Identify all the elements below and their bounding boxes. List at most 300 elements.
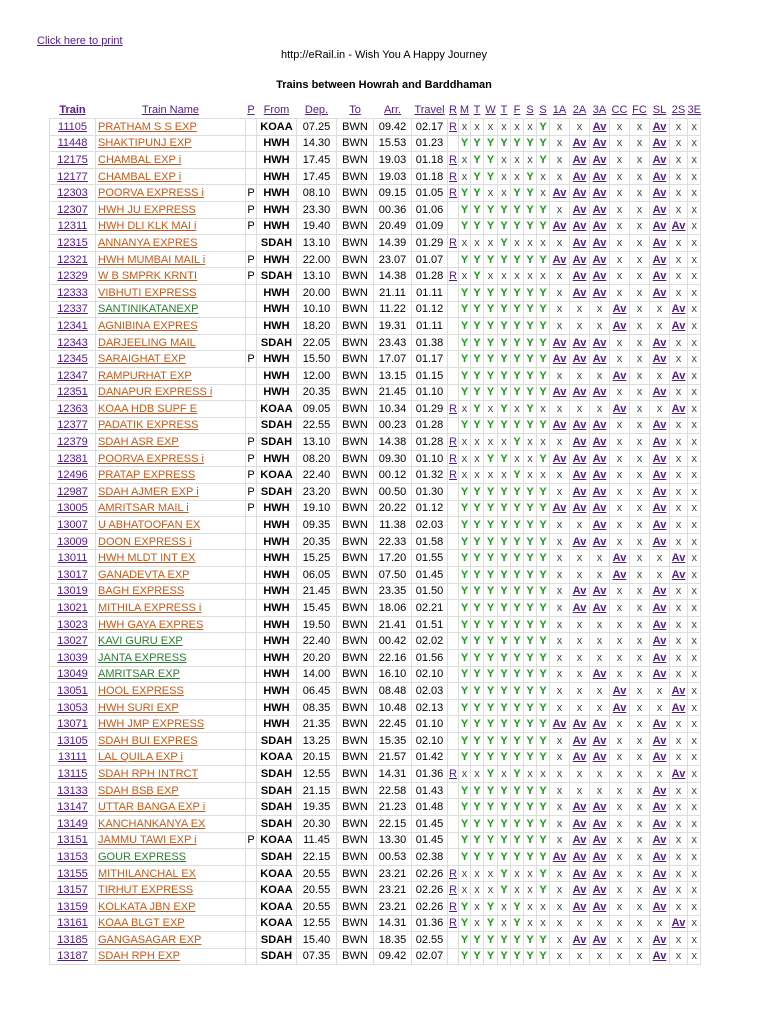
train-name-link[interactable]: VIBHUTI EXPRESS [96, 284, 246, 301]
class-availability-cell[interactable]: Av [570, 732, 590, 749]
train-number-link[interactable]: 12379 [50, 434, 96, 451]
reservation-cell[interactable]: R [448, 898, 459, 915]
train-number-link[interactable]: 13053 [50, 699, 96, 716]
class-availability-cell[interactable]: Av [590, 799, 610, 816]
column-header-20[interactable]: FC [632, 104, 647, 116]
class-availability-cell: x [670, 168, 688, 185]
class-availability-cell: x [688, 467, 701, 484]
train-number-link[interactable]: 13071 [50, 716, 96, 733]
class-availability-cell[interactable]: Av [650, 218, 670, 235]
class-availability-cell[interactable]: Av [670, 683, 688, 700]
class-availability-cell[interactable]: Av [550, 351, 570, 368]
class-availability-cell[interactable]: Av [650, 168, 670, 185]
train-name-link[interactable]: KOAA BLGT EXP [96, 915, 246, 932]
column-header-13[interactable]: F [513, 104, 521, 116]
class-availability-cell[interactable]: Av [670, 699, 688, 716]
departure-cell: 20.15 [297, 749, 337, 766]
class-availability-cell[interactable]: Av [570, 815, 590, 832]
class-availability-cell[interactable]: Av [590, 384, 610, 401]
class-availability-cell[interactable]: Av [590, 434, 610, 451]
day-cell: Y [459, 948, 471, 965]
class-availability-cell[interactable]: Av [570, 417, 590, 434]
train-number-link[interactable]: 13027 [50, 633, 96, 650]
class-availability-cell[interactable]: Av [570, 749, 590, 766]
column-header-22[interactable]: 2S [671, 104, 686, 116]
class-availability-cell: x [670, 467, 688, 484]
class-availability-cell[interactable]: Av [570, 218, 590, 235]
column-header-1[interactable]: Train Name [141, 104, 200, 116]
train-name-link[interactable]: SDAH RPH EXP [96, 948, 246, 965]
train-name-link[interactable]: ANNANYA EXPRES [96, 235, 246, 252]
train-name-link[interactable]: DANAPUR EXPRESS i [96, 384, 246, 401]
class-availability-cell[interactable]: Av [610, 367, 630, 384]
train-number-link[interactable]: 12341 [50, 318, 96, 335]
class-availability-cell: x [610, 782, 630, 799]
class-availability-cell[interactable]: Av [590, 865, 610, 882]
train-number-link[interactable]: 13157 [50, 882, 96, 899]
class-availability-cell[interactable]: Av [650, 716, 670, 733]
class-availability-cell[interactable]: Av [570, 716, 590, 733]
to-station-cell: BWN [337, 948, 374, 965]
train-number-link[interactable]: 13039 [50, 650, 96, 667]
class-availability-cell[interactable]: Av [590, 600, 610, 617]
class-availability-cell: x [670, 119, 688, 136]
travel-time-cell: 01.10 [412, 450, 448, 467]
class-availability-cell[interactable]: Av [590, 235, 610, 252]
class-availability-cell[interactable]: Av [650, 251, 670, 268]
class-availability-cell[interactable]: Av [570, 450, 590, 467]
column-header-0[interactable]: Train [59, 104, 86, 116]
train-number-link[interactable]: 12351 [50, 384, 96, 401]
train-number-link[interactable]: 13019 [50, 583, 96, 600]
class-availability-cell[interactable]: Av [570, 932, 590, 949]
class-availability-cell[interactable]: Av [670, 915, 688, 932]
train-name-link[interactable]: HWH MUMBAI MAIL i [96, 251, 246, 268]
reservation-cell[interactable]: R [448, 119, 459, 136]
column-header-17[interactable]: 2A [572, 104, 587, 116]
train-name-link[interactable]: RAMPURHAT EXP [96, 367, 246, 384]
class-availability-cell[interactable]: Av [590, 218, 610, 235]
class-availability-cell[interactable]: Av [650, 666, 670, 683]
class-availability-cell[interactable]: Av [570, 185, 590, 202]
train-number-link[interactable]: 12321 [50, 251, 96, 268]
class-availability-cell[interactable]: Av [550, 334, 570, 351]
train-name-link[interactable]: SDAH RPH INTRCT [96, 766, 246, 783]
class-availability-cell[interactable]: Av [670, 367, 688, 384]
class-availability-cell[interactable]: Av [590, 849, 610, 866]
class-availability-cell[interactable]: Av [670, 550, 688, 567]
train-name-link[interactable]: PRATAP EXPRESS [96, 467, 246, 484]
train-name-link[interactable]: U ABHATOOFAN EX [96, 517, 246, 534]
class-availability-cell[interactable]: Av [610, 567, 630, 584]
train-name-link[interactable]: HOOL EXPRESS [96, 683, 246, 700]
class-availability-cell[interactable]: Av [670, 401, 688, 418]
train-number-link[interactable]: 13111 [50, 749, 96, 766]
class-availability-cell[interactable]: Av [590, 716, 610, 733]
class-availability-cell[interactable]: Av [590, 334, 610, 351]
train-number-link[interactable]: 12329 [50, 268, 96, 285]
train-number-link[interactable]: 13007 [50, 517, 96, 534]
train-number-link[interactable]: 12377 [50, 417, 96, 434]
class-availability-cell[interactable]: Av [590, 467, 610, 484]
train-number-link[interactable]: 13133 [50, 782, 96, 799]
class-availability-cell[interactable]: Av [590, 484, 610, 501]
train-name-link[interactable]: CHAMBAL EXP i [96, 152, 246, 169]
train-number-link[interactable]: 12303 [50, 185, 96, 202]
train-number-link[interactable]: 12987 [50, 484, 96, 501]
train-number-link[interactable]: 13159 [50, 898, 96, 915]
class-availability-cell[interactable]: Av [650, 782, 670, 799]
class-availability-cell[interactable]: Av [650, 732, 670, 749]
train-number-link[interactable]: 13005 [50, 500, 96, 517]
train-number-link[interactable]: 13185 [50, 932, 96, 949]
train-name-link[interactable]: SDAH BUI EXPRES [96, 732, 246, 749]
train-name-link[interactable]: SDAH BSB EXP [96, 782, 246, 799]
train-name-link[interactable]: SHAKTIPUNJ EXP [96, 135, 246, 152]
train-name-link[interactable]: DOON EXPRESS i [96, 533, 246, 550]
class-availability-cell[interactable]: Av [570, 284, 590, 301]
class-availability-cell[interactable]: Av [570, 201, 590, 218]
train-name-link[interactable]: KOLKATA JBN EXP [96, 898, 246, 915]
train-number-link[interactable]: 13049 [50, 666, 96, 683]
column-header-19[interactable]: CC [611, 104, 628, 116]
class-availability-cell[interactable]: Av [590, 152, 610, 169]
reservation-cell[interactable]: R [448, 434, 459, 451]
class-availability-cell[interactable]: Av [590, 932, 610, 949]
class-availability-cell[interactable]: Av [590, 168, 610, 185]
class-availability-cell[interactable]: Av [650, 284, 670, 301]
class-availability-cell[interactable]: Av [650, 948, 670, 965]
train-number-link[interactable]: 12337 [50, 301, 96, 318]
train-number-link[interactable]: 13017 [50, 567, 96, 584]
class-availability-cell[interactable]: Av [650, 799, 670, 816]
class-availability-cell[interactable]: Av [550, 500, 570, 517]
train-number-link[interactable]: 12311 [50, 218, 96, 235]
to-station-cell: BWN [337, 683, 374, 700]
class-availability-cell[interactable]: Av [590, 832, 610, 849]
reservation-cell[interactable]: R [448, 882, 459, 899]
train-number-link[interactable]: 12347 [50, 367, 96, 384]
class-availability-cell[interactable]: Av [570, 799, 590, 816]
class-availability-cell[interactable]: Av [590, 517, 610, 534]
class-availability-cell[interactable]: Av [610, 301, 630, 318]
class-availability-cell[interactable]: Av [650, 882, 670, 899]
train-number-link[interactable]: 13155 [50, 865, 96, 882]
class-availability-cell[interactable]: Av [670, 766, 688, 783]
class-availability-cell[interactable]: Av [650, 235, 670, 252]
column-header-10[interactable]: T [473, 104, 481, 116]
train-number-link[interactable]: 12307 [50, 201, 96, 218]
class-availability-cell[interactable]: Av [550, 716, 570, 733]
train-name-link[interactable]: CHAMBAL EXP i [96, 168, 246, 185]
train-name-link[interactable]: POORVA EXPRESS i [96, 185, 246, 202]
class-availability-cell[interactable]: Av [650, 185, 670, 202]
train-number-link[interactable]: 13023 [50, 616, 96, 633]
class-availability-cell[interactable]: Av [590, 815, 610, 832]
class-availability-cell: x [610, 334, 630, 351]
train-number-link[interactable]: 13011 [50, 550, 96, 567]
reservation-cell[interactable]: R [448, 268, 459, 285]
to-station-cell: BWN [337, 732, 374, 749]
train-name-link[interactable]: KOAA HDB SUPF E [96, 401, 246, 418]
class-availability-cell[interactable]: Av [650, 434, 670, 451]
class-availability-cell[interactable]: Av [550, 450, 570, 467]
class-availability-cell[interactable]: Av [650, 815, 670, 832]
class-availability-cell[interactable]: Av [590, 185, 610, 202]
train-name-link[interactable]: AMRITSAR MAIL i [96, 500, 246, 517]
train-number-link[interactable]: 13051 [50, 683, 96, 700]
class-availability-cell[interactable]: Av [550, 185, 570, 202]
train-name-link[interactable]: AMRITSAR EXP [96, 666, 246, 683]
class-availability-cell[interactable]: Av [590, 450, 610, 467]
class-availability-cell[interactable]: Av [650, 467, 670, 484]
class-availability-cell[interactable]: Av [650, 832, 670, 849]
column-header-23[interactable]: 3E [687, 104, 701, 116]
class-availability-cell[interactable]: Av [650, 500, 670, 517]
class-availability-cell[interactable]: Av [670, 218, 688, 235]
class-availability-cell[interactable]: Av [550, 384, 570, 401]
class-availability-cell[interactable]: Av [650, 517, 670, 534]
train-name-link[interactable]: DARJEELING MAIL [96, 334, 246, 351]
class-availability-cell[interactable]: Av [570, 583, 590, 600]
class-availability-cell[interactable]: Av [570, 384, 590, 401]
train-name-link[interactable]: JANTA EXPRESS [96, 650, 246, 667]
reservation-cell[interactable]: R [448, 915, 459, 932]
class-availability-cell[interactable]: Av [650, 616, 670, 633]
train-number-link[interactable]: 11105 [50, 119, 96, 136]
train-name-link[interactable]: AGNIBINA EXPRES [96, 318, 246, 335]
column-header-4[interactable]: Dep. [304, 104, 329, 116]
class-availability-cell[interactable]: Av [610, 699, 630, 716]
class-availability-cell[interactable]: Av [570, 500, 590, 517]
class-availability-cell[interactable]: Av [650, 384, 670, 401]
train-name-link[interactable]: GOUR EXPRESS [96, 849, 246, 866]
class-availability-cell[interactable]: Av [650, 533, 670, 550]
column-header-3[interactable]: From [263, 104, 290, 116]
class-availability-cell[interactable]: Av [570, 168, 590, 185]
train-number-link[interactable]: 12175 [50, 152, 96, 169]
class-availability-cell[interactable]: Av [650, 932, 670, 949]
class-availability-cell[interactable]: Av [570, 351, 590, 368]
train-number-link[interactable]: 12363 [50, 401, 96, 418]
class-availability-cell[interactable]: Av [570, 533, 590, 550]
train-name-link[interactable]: HWH GAYA EXPRES [96, 616, 246, 633]
column-header-15[interactable]: S [539, 104, 547, 116]
class-availability-cell[interactable]: Av [670, 318, 688, 335]
class-availability-cell[interactable]: Av [590, 135, 610, 152]
train-number-link[interactable]: 13009 [50, 533, 96, 550]
column-header-7[interactable]: Travel [414, 104, 445, 116]
class-availability-cell[interactable]: Av [650, 334, 670, 351]
class-availability-cell[interactable]: Av [650, 484, 670, 501]
column-header-11[interactable]: W [485, 104, 496, 116]
class-availability-cell[interactable]: Av [590, 351, 610, 368]
class-availability-cell[interactable]: Av [610, 550, 630, 567]
train-name-link[interactable]: HWH JU EXPRESS [96, 201, 246, 218]
train-name-link[interactable]: W B SMPRK KRNTI [96, 268, 246, 285]
reservation-cell[interactable]: R [448, 401, 459, 418]
class-availability-cell: x [590, 650, 610, 667]
class-availability-cell[interactable]: Av [650, 201, 670, 218]
class-availability-cell[interactable]: Av [550, 218, 570, 235]
column-header-2[interactable]: P [247, 104, 255, 116]
class-availability-cell[interactable]: Av [650, 417, 670, 434]
train-name-link[interactable]: PRATHAM S S EXP [96, 119, 246, 136]
train-name-link[interactable]: KANCHANKANYA EX [96, 815, 246, 832]
reservation-cell[interactable]: R [448, 450, 459, 467]
class-availability-cell[interactable]: Av [570, 434, 590, 451]
train-name-link[interactable]: SDAH ASR EXP [96, 434, 246, 451]
train-number-link[interactable]: 13149 [50, 815, 96, 832]
class-availability-cell[interactable]: Av [650, 152, 670, 169]
train-number-link[interactable]: 12333 [50, 284, 96, 301]
class-availability-cell[interactable]: Av [650, 600, 670, 617]
reservation-cell[interactable]: R [448, 467, 459, 484]
train-name-link[interactable]: GANGASAGAR EXP [96, 932, 246, 949]
train-number-link[interactable]: 13021 [50, 600, 96, 617]
class-availability-cell[interactable]: Av [670, 301, 688, 318]
pantry-cell [246, 732, 257, 749]
class-availability-cell[interactable]: Av [650, 135, 670, 152]
class-availability-cell[interactable]: Av [590, 201, 610, 218]
column-header-9[interactable]: M [459, 104, 470, 116]
column-header-18[interactable]: 3A [592, 104, 607, 116]
train-name-link[interactable]: MITHILANCHAL EX [96, 865, 246, 882]
class-availability-cell[interactable]: Av [650, 650, 670, 667]
class-availability-cell[interactable]: Av [590, 251, 610, 268]
reservation-cell[interactable]: R [448, 235, 459, 252]
column-header-8[interactable]: R [449, 104, 457, 116]
class-availability-cell[interactable]: Av [570, 600, 590, 617]
class-availability-cell[interactable]: Av [650, 583, 670, 600]
class-availability-cell[interactable]: Av [570, 832, 590, 849]
train-name-link[interactable]: HWH DLI KLK MAI i [96, 218, 246, 235]
train-number-link[interactable]: 13187 [50, 948, 96, 965]
class-availability-cell[interactable]: Av [570, 268, 590, 285]
class-availability-cell[interactable]: Av [650, 749, 670, 766]
column-header-16[interactable]: 1A [552, 104, 567, 116]
class-availability-cell[interactable]: Av [570, 882, 590, 899]
reservation-cell[interactable]: R [448, 168, 459, 185]
class-availability-cell[interactable]: Av [670, 567, 688, 584]
reservation-cell[interactable]: R [448, 185, 459, 202]
column-header-12[interactable]: T [500, 104, 508, 116]
class-availability-cell[interactable]: Av [590, 749, 610, 766]
train-number-link[interactable]: 12343 [50, 334, 96, 351]
class-availability-cell[interactable]: Av [590, 284, 610, 301]
class-availability-cell[interactable]: Av [570, 898, 590, 915]
column-header-21[interactable]: SL [652, 104, 667, 116]
class-availability-cell[interactable]: Av [550, 417, 570, 434]
class-availability-cell[interactable]: Av [570, 334, 590, 351]
train-name-link[interactable]: TIRHUT EXPRESS [96, 882, 246, 899]
train-number-link[interactable]: 13153 [50, 849, 96, 866]
train-name-link[interactable]: GANADEVTA EXP [96, 567, 246, 584]
class-availability-cell[interactable]: Av [650, 268, 670, 285]
train-name-link[interactable]: SARAIGHAT EXP [96, 351, 246, 368]
train-name-link[interactable]: HWH SURI EXP [96, 699, 246, 716]
train-number-link[interactable]: 13161 [50, 915, 96, 932]
class-availability-cell[interactable]: Av [590, 732, 610, 749]
train-name-link[interactable]: MITHILA EXPRESS i [96, 600, 246, 617]
train-name-link[interactable]: JAMMU TAWI EXP i [96, 832, 246, 849]
train-number-link[interactable]: 12496 [50, 467, 96, 484]
train-name-link[interactable]: POORVA EXPRESS i [96, 450, 246, 467]
train-number-link[interactable]: 13151 [50, 832, 96, 849]
class-availability-cell[interactable]: Av [610, 318, 630, 335]
class-availability-cell[interactable]: Av [590, 417, 610, 434]
class-availability-cell[interactable]: Av [570, 235, 590, 252]
column-header-5[interactable]: To [349, 104, 361, 116]
train-name-link[interactable]: PADATIK EXPRESS [96, 417, 246, 434]
reservation-cell[interactable]: R [448, 766, 459, 783]
class-availability-cell: x [570, 633, 590, 650]
column-header-14[interactable]: S [526, 104, 534, 116]
train-number-link[interactable]: 12345 [50, 351, 96, 368]
day-cell: x [459, 268, 471, 285]
reservation-cell[interactable]: R [448, 865, 459, 882]
class-availability-cell[interactable]: Av [590, 898, 610, 915]
class-availability-cell[interactable]: Av [590, 583, 610, 600]
train-number-link[interactable]: 12315 [50, 235, 96, 252]
class-availability-cell[interactable]: Av [570, 849, 590, 866]
train-name-link[interactable]: KAVI GURU EXP [96, 633, 246, 650]
class-availability-cell[interactable]: Av [550, 251, 570, 268]
train-number-link[interactable]: 13105 [50, 732, 96, 749]
class-availability-cell[interactable]: Av [650, 898, 670, 915]
class-availability-cell[interactable]: Av [570, 251, 590, 268]
print-link[interactable]: Click here to print [37, 35, 123, 47]
class-availability-cell[interactable]: Av [650, 119, 670, 136]
column-header-6[interactable]: Arr. [383, 104, 402, 116]
train-number-link[interactable]: 12381 [50, 450, 96, 467]
class-availability-cell[interactable]: Av [590, 268, 610, 285]
class-availability-cell[interactable]: Av [650, 865, 670, 882]
class-availability-cell[interactable]: Av [570, 467, 590, 484]
class-availability-cell[interactable]: Av [550, 849, 570, 866]
class-availability-cell[interactable]: Av [590, 500, 610, 517]
class-availability-cell[interactable]: Av [570, 135, 590, 152]
class-availability-cell[interactable]: Av [650, 351, 670, 368]
train-number-link[interactable]: 13147 [50, 799, 96, 816]
train-name-link[interactable]: HWH JMP EXPRESS [96, 716, 246, 733]
class-availability-cell[interactable]: Av [590, 119, 610, 136]
class-availability-cell[interactable]: Av [590, 533, 610, 550]
travel-time-cell: 01.55 [412, 550, 448, 567]
reservation-cell[interactable]: R [448, 152, 459, 169]
train-name-link[interactable]: SDAH AJMER EXP i [96, 484, 246, 501]
class-availability-cell[interactable]: Av [610, 683, 630, 700]
train-name-link[interactable]: SANTINIKATANEXP [96, 301, 246, 318]
class-availability-cell: x [570, 699, 590, 716]
class-availability-cell[interactable]: Av [650, 450, 670, 467]
class-availability-cell[interactable]: Av [650, 849, 670, 866]
train-number-link[interactable]: 13115 [50, 766, 96, 783]
train-name-link[interactable]: UTTAR BANGA EXP i [96, 799, 246, 816]
train-number-link[interactable]: 11448 [50, 135, 96, 152]
class-availability-cell[interactable]: Av [570, 865, 590, 882]
train-name-link[interactable]: HWH MLDT INT EX [96, 550, 246, 567]
class-availability-cell[interactable]: Av [610, 401, 630, 418]
class-availability-cell[interactable]: Av [570, 484, 590, 501]
train-name-link[interactable]: LAL QUILA EXP i [96, 749, 246, 766]
class-availability-cell[interactable]: Av [570, 152, 590, 169]
class-availability-cell[interactable]: Av [650, 633, 670, 650]
class-availability-cell[interactable]: Av [590, 666, 610, 683]
class-availability-cell[interactable]: Av [590, 882, 610, 899]
train-name-link[interactable]: BAGH EXPRESS [96, 583, 246, 600]
train-number-link[interactable]: 12177 [50, 168, 96, 185]
